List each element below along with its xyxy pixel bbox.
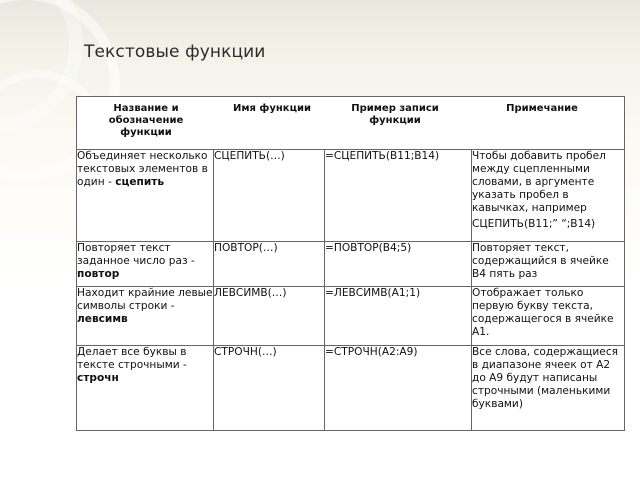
functions-table [76, 96, 625, 431]
header-note: Примечание [506, 103, 578, 114]
row2-func: ПОВТОР(…) [214, 242, 325, 287]
row3-note: Отображает только первую букву текста, содержащегося в ячейке А1. [472, 287, 625, 346]
row4-desc: Делает все буквы в тексте строчными - строчн [77, 346, 214, 431]
row3-func: ЛЕВСИМВ(…) [214, 287, 325, 346]
page-title: Текстовые функции [84, 42, 266, 62]
decorative-circle [0, 0, 83, 133]
header-example: Пример записи функции [351, 103, 439, 126]
header-cell [77, 97, 625, 150]
table-row [77, 242, 625, 287]
table-header-row [77, 97, 625, 150]
header-name: Название и обозначение функции [108, 103, 184, 138]
table-row [77, 287, 625, 346]
row4-example: =СТРОЧН(A2:A9) [325, 346, 472, 431]
table-row [77, 346, 625, 431]
header-func: Имя функции [232, 103, 311, 114]
row1-desc: Объединяет несколько текстовых элементов в один - сцепить [77, 150, 214, 242]
row1-note: Чтобы добавить пробел между сцепленными словами, в аргументе указать пробел в кавычках, например СЦЕПИТЬ(В11;” “;В14) [472, 150, 625, 242]
row3-desc: Находит крайние левые символы строки - левсимв [77, 287, 214, 346]
table-row [77, 150, 625, 242]
row2-note: Повторяет текст, содержащийся в ячейке В4 пять раз [472, 242, 625, 287]
row4-func: СТРОЧН(…) [214, 346, 325, 431]
row2-desc: Повторяет текст заданное число раз - повтор [77, 242, 214, 287]
row1-example: =СЦЕПИТЬ(B11;B14) [325, 150, 472, 242]
row1-func: СЦЕПИТЬ(…) [214, 150, 325, 242]
row3-example: =ЛЕВСИМВ(A1;1) [325, 287, 472, 346]
row2-example: =ПОВТОР(B4;5) [325, 242, 472, 287]
row4-note: Все слова, содержащиеся в диапазоне ячеек от А2 до А9 будут написаны строчными (маленькими буквами) [472, 346, 625, 431]
